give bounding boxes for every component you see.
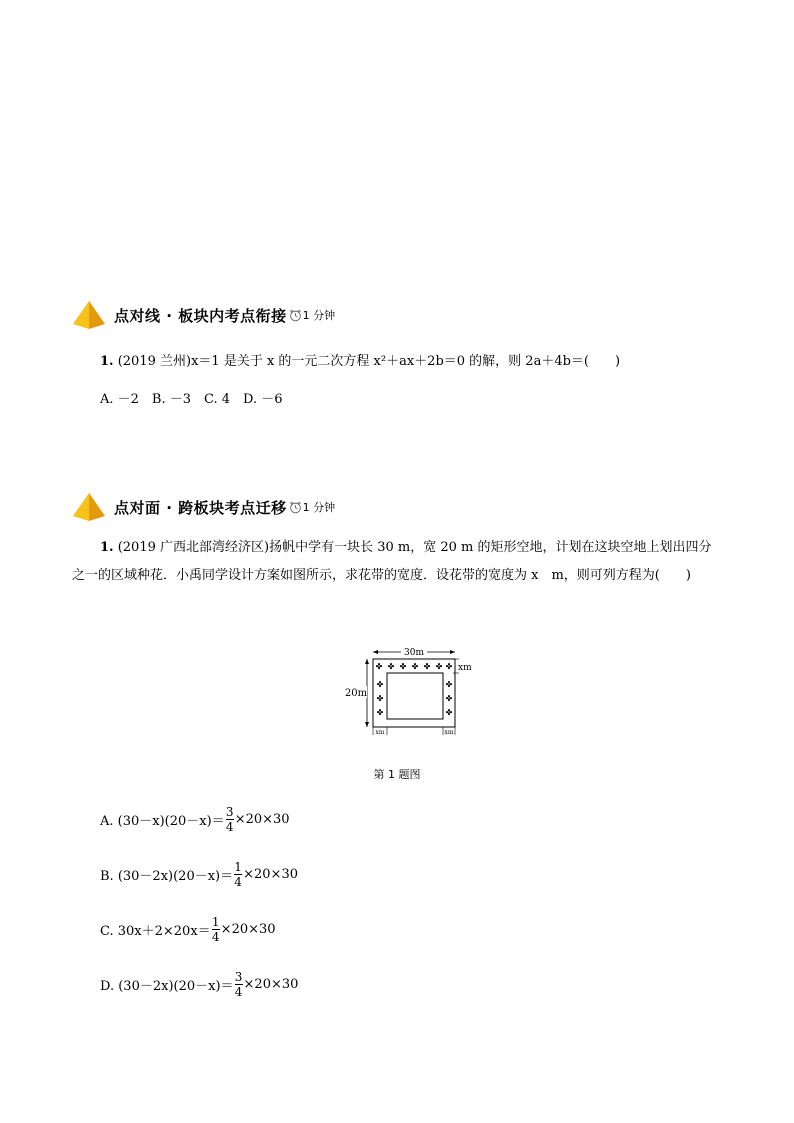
section-header-1 (72, 298, 335, 332)
section-time: 1 分钟 (302, 309, 336, 322)
pyramid-icon (72, 492, 106, 522)
svg-text:✤: ✤ (399, 662, 407, 671)
question-text: (2019 广西北部湾经济区)扬帆中学有一块长 30 m，宽 20 m 的矩形空地，计划在这块空地上划出四分之一的区域种花．小禹同学设计方案如图所示，求花带的宽度．设花带的宽度为 x m，则可列方程为( ) (72, 540, 712, 583)
svg-text:✤: ✤ (423, 662, 431, 671)
pyramid-icon (72, 300, 106, 330)
svg-text:✤: ✤ (375, 662, 383, 671)
question-1 (72, 348, 722, 376)
svg-text:✤: ✤ (445, 662, 453, 671)
top-label: 30m (404, 648, 424, 658)
choice-d: D. (30－2x)(20－x)＝ $\frac{3}{4}$ ×20×30 (100, 970, 299, 999)
question-number: 1. (100, 540, 114, 555)
svg-text:✤: ✤ (376, 680, 384, 689)
flowerbed-diagram (345, 645, 475, 740)
left-label: 20m (345, 688, 368, 699)
question-options: A. －2 B. －3 C. 4 D. －6 (100, 392, 283, 407)
section-title: 点对面 · 跨板块考点迁移 (114, 498, 287, 517)
figure-caption: 第 1 题图 (373, 768, 421, 781)
clock-icon (289, 309, 302, 322)
bottom-right-label: xm (444, 729, 454, 736)
section-title: 点对线 · 板块内考点衔接 (114, 306, 287, 325)
svg-text:✤: ✤ (445, 708, 453, 717)
question-number: 1. (100, 354, 114, 369)
clock-icon (289, 501, 302, 514)
svg-text:✤: ✤ (445, 694, 453, 703)
bottom-left-label: xm (375, 729, 385, 736)
question-text: (2019 兰州)x＝1 是关于 x 的一元二次方程 x²＋ax＋2b＝0 的解，则 2a＋4b＝( ) (117, 354, 621, 369)
svg-text:✤: ✤ (445, 680, 453, 689)
question-2 (72, 534, 722, 590)
section-header-2 (72, 490, 335, 524)
svg-text:✤: ✤ (376, 708, 384, 717)
svg-text:✤: ✤ (435, 662, 443, 671)
choice-b: B. (30－2x)(20－x)＝ $\frac{1}{4}$ ×20×30 (100, 860, 298, 889)
svg-text:✤: ✤ (411, 662, 419, 671)
section-time: 1 分钟 (302, 501, 336, 514)
choice-c: C. 30x＋2×20x＝ $\frac{1}{4}$ ×20×30 (100, 915, 276, 944)
svg-text:✤: ✤ (376, 694, 384, 703)
right-label: xm (458, 663, 472, 673)
choice-a: A. (30－x)(20－x)＝ $\frac{3}{4}$ ×20×30 (100, 805, 290, 834)
svg-text:✤: ✤ (387, 662, 395, 671)
